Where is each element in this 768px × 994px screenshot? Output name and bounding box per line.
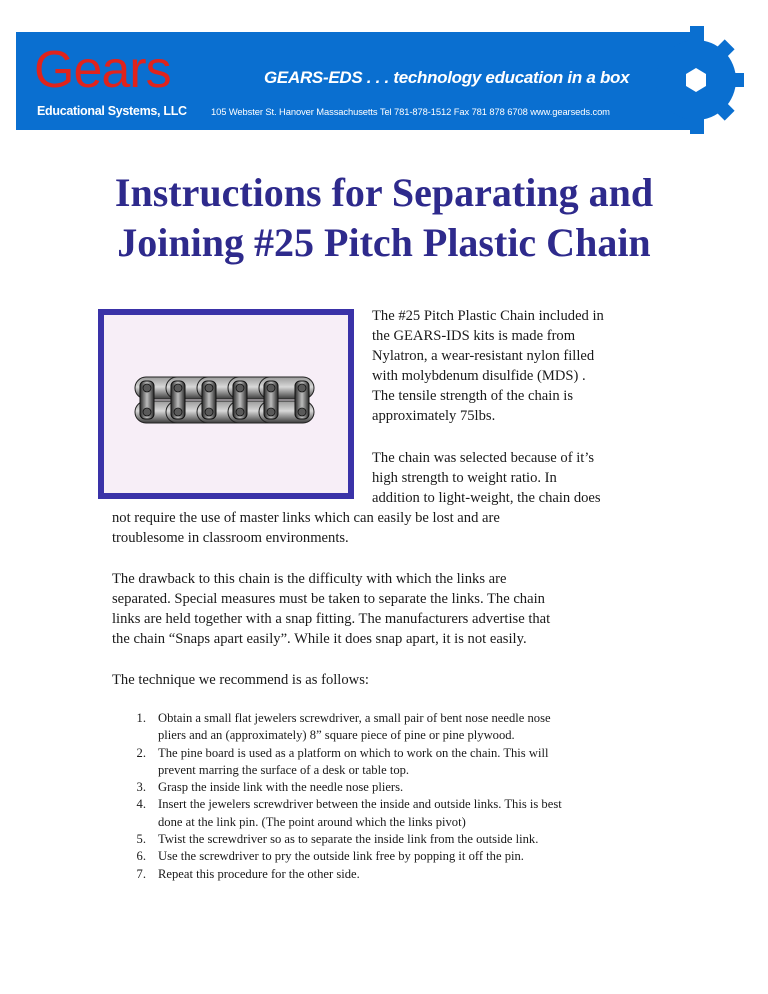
chain-image bbox=[98, 309, 354, 499]
list-item: 6. Use the screwdriver to pry the outside link free by popping it off the pin. bbox=[136, 849, 524, 864]
list-item: 3. Grasp the inside link with the needle nose pliers. bbox=[136, 780, 404, 795]
list-item: 4. Insert the jewelers screwdriver between the inside and outside links. This is best done at the link pin. (The point around which the links pivot) bbox=[136, 797, 562, 829]
list-item: 2. The pine board is used as a platform on which to work on the chain. This will prevent marring the surface of a desk or table top. bbox=[136, 745, 549, 777]
gear-icon bbox=[650, 20, 760, 140]
paragraph-selection: The chain was selected because of it’s high strength to weight ratio. In addition to light-weight, the chain does bbox=[372, 450, 601, 506]
company-name: Educational Systems, LLC bbox=[37, 104, 187, 118]
list-item: 7. Repeat this procedure for the other side. bbox=[136, 866, 360, 881]
title-line-1: Instructions for Separating and bbox=[114, 170, 654, 215]
title-line-2: Joining #25 Pitch Plastic Chain bbox=[117, 220, 651, 265]
paragraph-drawback: The drawback to this chain is the difficulty with which the links are separated. Special measures must be taken to separate the links. The chain links are held together with a snap fitting. The manufacturers advertise that the chain “Snaps apart easily”. While it does snap apart, it is not easily. bbox=[112, 571, 551, 647]
tagline: GEARS-EDS . . . technology education in a box bbox=[264, 68, 630, 87]
paragraph-intro: The #25 Pitch Plastic Chain included in the GEARS-IDS kits is made from Nylatron, a wear-resistant nylon filled with molybdenum disulfide (MDS) . The tensile strength of the chain is approximately 75lbs. bbox=[372, 308, 604, 424]
paragraph-selection-cont: not require the use of master links which can easily be lost and are troublesome in classroom environments. bbox=[112, 510, 500, 546]
paragraph-technique: The technique we recommend is as follows: bbox=[112, 672, 369, 688]
steps-list bbox=[112, 710, 672, 883]
address-line: 105 Webster St. Hanover Massachusetts Tel 781-878-1512 Fax 781 878 6708 www.gearseds.com bbox=[211, 106, 610, 117]
list-item: 1. Obtain a small flat jewelers screwdriver, a small pair of bent nose needle nose pliers and an (approximately) 8” square piece of pine or pine plywood. bbox=[136, 711, 551, 743]
document-title bbox=[0, 168, 768, 268]
company-logo: Gears bbox=[34, 41, 171, 99]
list-item: 5. Twist the screwdriver so as to separate the inside link from the outside link. bbox=[136, 832, 539, 847]
roller-chain-icon bbox=[133, 371, 321, 429]
